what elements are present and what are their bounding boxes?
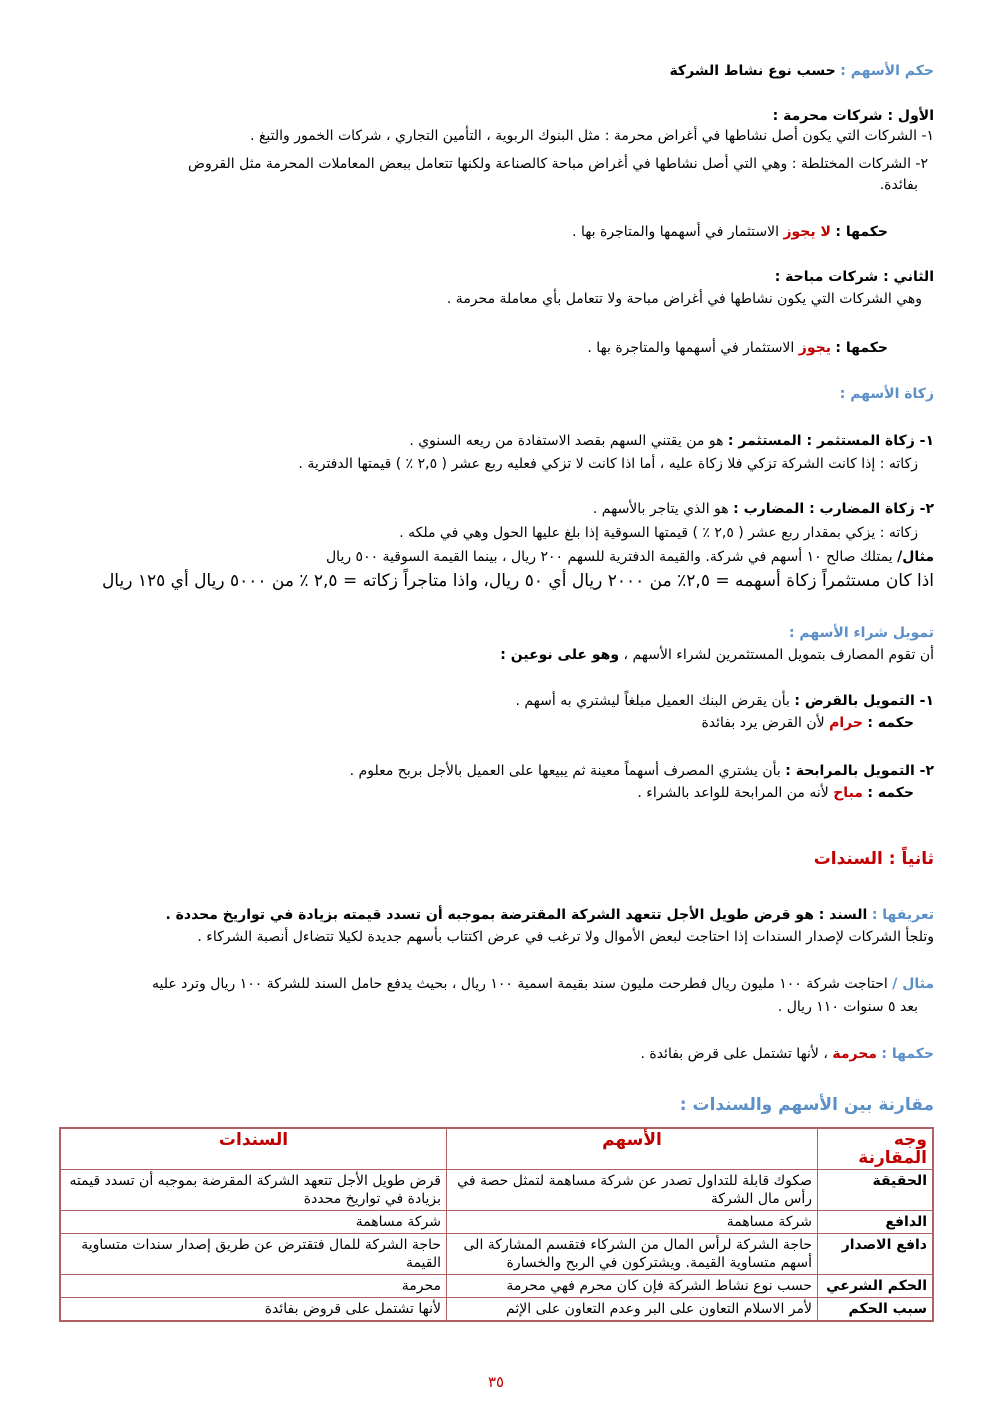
table-row bbox=[60, 1170, 933, 1211]
financing-title: تمويل شراء الأسهم : bbox=[788, 625, 934, 641]
row-label: الحكم الشرعي bbox=[818, 1275, 934, 1298]
loan-line bbox=[515, 692, 934, 710]
cell-shares: حسب نوع نشاط الشركة فإن كان محرم فهي محرمة bbox=[447, 1275, 818, 1298]
bonds-reason: وتلجأ الشركات لإصدار السندات إذا احتاجت لبعض الأموال ولا ترغب في عرض اكتتاب بأسهم جديدة لكيلا تتضاءل أنصبة الشركاء . bbox=[197, 929, 934, 945]
bonds-definition bbox=[165, 906, 934, 924]
zakat-example-calc: اذا كان مستثمراً زكاة أسهمه = ٢,٥٪ من ٢٠٠٠ ريال أي ٥٠ ريال، واذا متاجراً زكاته = ٢,٥ ٪ من ٥٠٠٠ ريال أي ١٢٥ ريال bbox=[101, 571, 934, 591]
bonds-def-label: تعريفها : bbox=[871, 907, 934, 923]
cell-bonds: لأنها تشتمل على قروض بفائدة bbox=[60, 1298, 447, 1322]
financing-intro bbox=[500, 646, 934, 664]
bonds-def-bold: السند : هو قرض طويل الأجل تتعهد الشركة المقترضة بموجبه أن تسدد قيمته بزيادة في تواريخ محددة . bbox=[165, 907, 868, 923]
murabaha-ruling bbox=[637, 784, 914, 802]
ruling-label: حكمها : bbox=[835, 224, 888, 240]
trader-def: هو الذي يتاجر بالأسهم . bbox=[592, 501, 729, 517]
page-number: ٣٥ bbox=[487, 1373, 505, 1391]
table-header-row bbox=[60, 1128, 933, 1170]
shares-ruling-label: حكم الأسهم : bbox=[840, 63, 934, 79]
ruling-label: حكمه : bbox=[867, 785, 914, 801]
trader-zakat: زكاته : يزكي بمقدار ربع عشر ( ٢,٥ ٪ ) قيمتها السوقية إذا بلغ عليها الحول وهي في ملكه . bbox=[399, 525, 918, 541]
ruling-text: ، لأنها تشتمل على قرض بفائدة . bbox=[640, 1046, 828, 1062]
loan-def: بأن يقرض البنك العميل مبلغاً ليشتري به أسهم . bbox=[515, 693, 790, 709]
investor-title: ١- زكاة المستثمر : المستثمر : bbox=[727, 433, 934, 449]
ruling-label: حكمها : bbox=[835, 340, 888, 356]
table-row bbox=[60, 1211, 933, 1234]
investor-zakat: زكاته : إذا كانت الشركة تزكي فلا زكاة عليه ، أما اذا كانت لا تزكي فعليه ربع عشر ( ٢,٥ ٪ ) قيمتها الدفترية . bbox=[298, 456, 918, 472]
cell-bonds: قرض طويل الأجل تتعهد الشركة المقرضة بموجبه أن تسدد قيمته بزيادة في تواريخ محددة bbox=[60, 1170, 447, 1211]
first-type-heading: الأول : شركات محرمة : bbox=[772, 108, 934, 124]
header-shares: الأسهم bbox=[447, 1128, 818, 1170]
ruling-label: حكمها : bbox=[881, 1046, 934, 1062]
table-row bbox=[60, 1298, 933, 1322]
financing-intro-text: أن تقوم المصارف بتمويل المستثمرين لشراء الأسهم ، bbox=[623, 647, 934, 663]
comparison-title: مقارنة بين الأسهم والسندات : bbox=[679, 1095, 934, 1115]
first-type-ruling bbox=[572, 223, 888, 241]
table-row bbox=[60, 1275, 933, 1298]
bonds-example-text: احتاجت شركة ١٠٠ مليون ريال فطرحت مليون سند بقيمة اسمية ١٠٠ ريال ، بحيث يدفع حامل السند للشركة ١٠٠ ريال وترد عليه bbox=[151, 976, 888, 992]
ruling-label: حكمه : bbox=[867, 715, 914, 731]
header-aspect: وجه المقارنة bbox=[818, 1128, 934, 1170]
first-type-item1: ١- الشركات التي يكون أصل نشاطها في أغراض محرمة : مثل البنوك الربوية ، التأمين التجاري ، شركات الخمور والتبغ . bbox=[250, 128, 934, 144]
financing-intro-bold: وهو على نوعين : bbox=[500, 647, 620, 663]
ruling-text: لأن القرض يرد بفائدة bbox=[701, 715, 825, 731]
loan-title: ١- التمويل بالقرض : bbox=[794, 693, 934, 709]
example-text: يمتلك صالح ١٠ أسهم في شركة. والقيمة الدفترية للسهم ٢٠٠ ريال ، بينما القيمة السوقية ٥٠٠ ريال bbox=[326, 549, 893, 565]
ruling-word: يجوز bbox=[798, 340, 831, 356]
ruling-text: لأنه من المرابحة للواعد بالشراء . bbox=[637, 785, 829, 801]
cell-shares: لأمر الاسلام التعاون على البر وعدم التعاون على الإثم bbox=[447, 1298, 818, 1322]
ruling-word: محرمة bbox=[832, 1046, 877, 1062]
cell-bonds: حاجة الشركة للمال فتقترض عن طريق إصدار سندات متساوية القيمة bbox=[60, 1234, 447, 1275]
zakat-title: زكاة الأسهم : bbox=[839, 386, 934, 402]
row-label: الحقيقة bbox=[818, 1170, 934, 1211]
investor-def: هو من يقتني السهم بقصد الاستفادة من ريعه السنوي . bbox=[409, 433, 724, 449]
ruling-word: حرام bbox=[829, 715, 863, 731]
ruling-word: مباح bbox=[833, 785, 863, 801]
loan-ruling bbox=[701, 714, 914, 732]
comparison-table bbox=[59, 1127, 934, 1322]
second-type-desc: وهي الشركات التي يكون نشاطها في أغراض مباحة ولا تتعامل بأي معاملة محرمة . bbox=[446, 291, 922, 307]
first-type-item2-cont: بفائدة. bbox=[879, 177, 918, 193]
ruling-text: الاستثمار في أسهمها والمتاجرة بها . bbox=[587, 340, 795, 356]
row-label: دافع الاصدار bbox=[818, 1234, 934, 1275]
trader-line bbox=[593, 500, 934, 518]
shares-ruling-title: حسب نوع نشاط الشركة bbox=[669, 63, 836, 79]
cell-shares: حاجة الشركة لرأس المال من الشركاء فتقسم المشاركة الى أسهم متساوية القيمة. ويشتركون في الربح والخسارة bbox=[447, 1234, 818, 1275]
cell-bonds: محرمة bbox=[60, 1275, 447, 1298]
bonds-title: ثانياً : السندات bbox=[813, 849, 934, 869]
cell-shares: شركة مساهمة bbox=[447, 1211, 818, 1234]
first-type-item2: ٢- الشركات المختلطة : وهي التي أصل نشاطها في أغراض مباحة كالصناعة ولكنها تتعامل ببعض المعاملات المحرمة مثل القروض bbox=[188, 156, 928, 172]
ruling-word: لا يجوز bbox=[783, 224, 831, 240]
bonds-ruling bbox=[640, 1045, 934, 1063]
header-bonds: السندات bbox=[60, 1128, 447, 1170]
murabaha-def: بأن يشتري المصرف أسهماً معينة ثم يبيعها على العميل بالأجل بربح معلوم . bbox=[349, 763, 781, 779]
row-label: سبب الحكم bbox=[818, 1298, 934, 1322]
investor-line bbox=[409, 432, 934, 450]
second-type-heading: الثاني : شركات مباحة : bbox=[774, 269, 934, 285]
bonds-example-cont: بعد ٥ سنوات ١١٠ ريال . bbox=[777, 999, 918, 1015]
cell-shares: صكوك قابلة للتداول تصدر عن شركة مساهمة لتمثل حصة في رأس مال الشركة bbox=[447, 1170, 818, 1211]
table-row bbox=[60, 1234, 933, 1275]
example-label: مثال/ bbox=[897, 549, 934, 565]
second-type-ruling bbox=[587, 339, 888, 357]
ruling-text: الاستثمار في أسهمها والمتاجرة بها . bbox=[572, 224, 780, 240]
murabaha-line bbox=[350, 762, 934, 780]
murabaha-title: ٢- التمويل بالمرابحة : bbox=[785, 763, 934, 779]
bonds-example-label: مثال / bbox=[892, 976, 934, 992]
bonds-example bbox=[152, 975, 934, 993]
row-label: الدافع bbox=[818, 1211, 934, 1234]
cell-bonds: شركة مساهمة bbox=[60, 1211, 447, 1234]
trader-title: ٢- زكاة المضارب : المضارب : bbox=[733, 501, 934, 517]
zakat-example bbox=[326, 548, 934, 566]
shares-ruling-heading bbox=[669, 62, 934, 80]
